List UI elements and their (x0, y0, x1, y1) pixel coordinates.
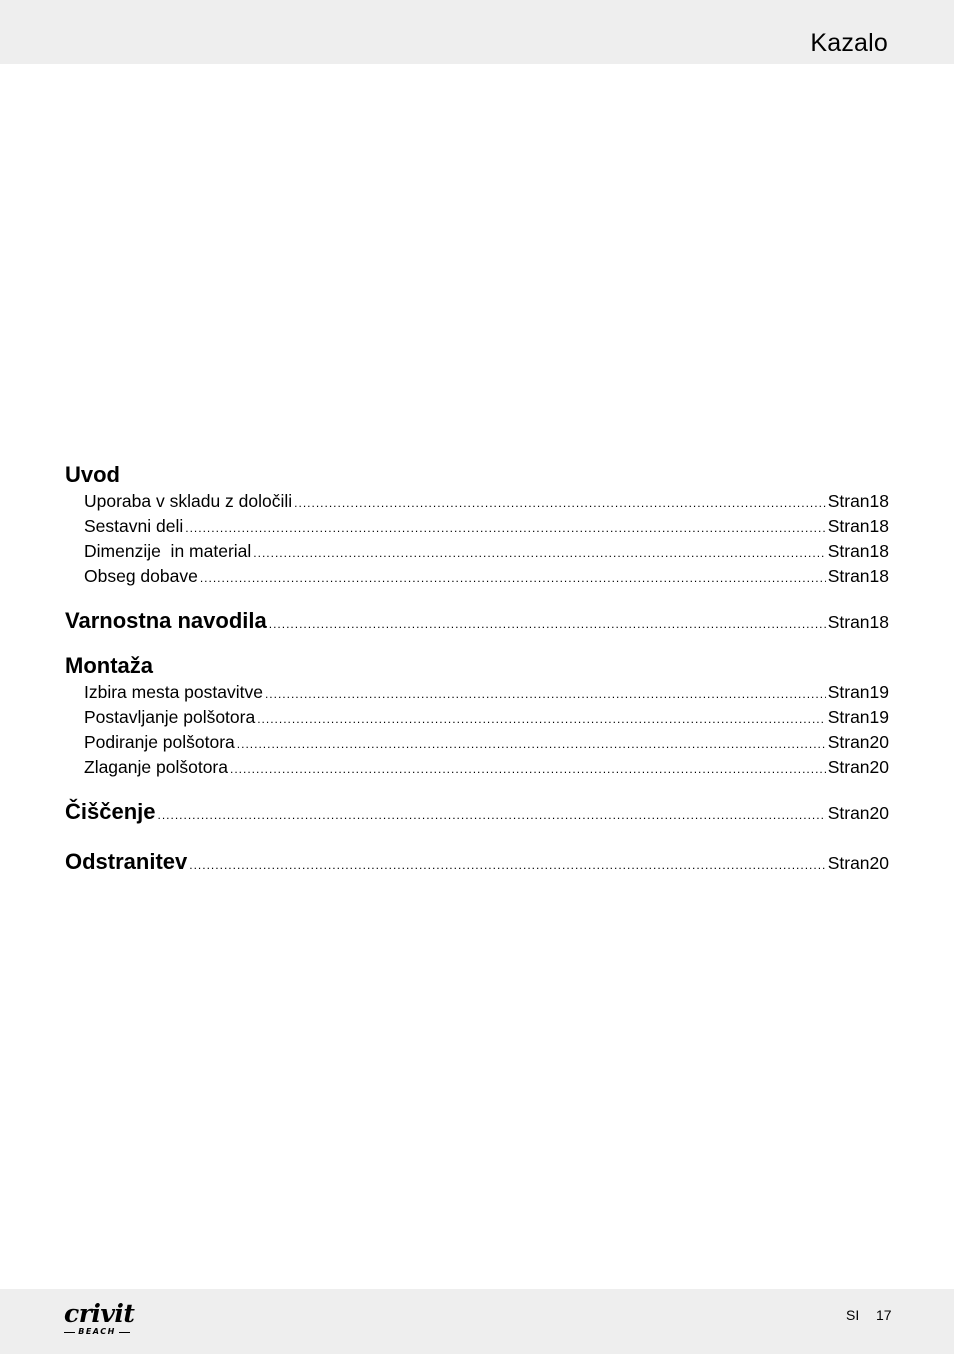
section-title-odstranitev: Odstranitev (65, 849, 188, 874)
dot-leader (294, 491, 826, 516)
page-label: Stran (827, 682, 870, 702)
page-number: 20 (869, 757, 889, 777)
dot-leader (189, 847, 825, 884)
page-title: Kazalo (810, 29, 888, 57)
toc-section-uvod (65, 461, 889, 589)
toc-entry[interactable] (65, 705, 889, 730)
page-label: Stran (827, 732, 870, 752)
toc-entry[interactable] (65, 489, 889, 514)
page-number: 20 (869, 803, 889, 823)
section-title-uvod: Uvod (65, 462, 120, 487)
toc-entry-label: Dimenzije in material (84, 541, 252, 561)
dot-leader (265, 682, 826, 707)
toc-section-varnostna-navodila[interactable] (65, 602, 889, 639)
page-label: Stran (827, 757, 870, 777)
page-number: 18 (869, 566, 889, 586)
page-label: Stran (827, 803, 870, 823)
dot-leader (253, 541, 825, 566)
toc-entry[interactable] (65, 539, 889, 564)
toc-entry-label: Podiranje polšotora (84, 732, 235, 752)
logo-wordmark: crivit (64, 1299, 135, 1328)
page-number: 19 (869, 707, 889, 727)
page-label: Stran (827, 491, 870, 511)
dot-leader (257, 707, 825, 732)
toc-entry-label: Izbira mesta postavitve (84, 682, 263, 702)
toc-entry[interactable] (65, 755, 889, 780)
page-number: 18 (869, 612, 889, 632)
page-number: 19 (869, 682, 889, 702)
section-title-ciscenje: Čiščenje (65, 799, 156, 824)
dot-leader (230, 757, 826, 782)
page-number: 18 (869, 516, 889, 536)
toc-section-odstranitev[interactable] (65, 843, 889, 880)
toc-entry-label: Zlaganje polšotora (84, 757, 228, 777)
dot-leader (200, 566, 826, 591)
page-label: Stran (827, 541, 870, 561)
section-title-varnostna-navodila: Varnostna navodila (65, 608, 267, 633)
logo-rule-right (119, 1332, 130, 1333)
page-label: Stran (827, 566, 870, 586)
toc-entry-label: Postavljanje polšotora (84, 707, 256, 727)
page-number: 20 (869, 853, 889, 873)
dot-leader (237, 732, 826, 757)
page-label: Stran (827, 707, 870, 727)
page-label: Stran (827, 853, 870, 873)
table-of-contents (65, 461, 889, 893)
toc-entry[interactable] (65, 514, 889, 539)
toc-entry[interactable] (65, 564, 889, 589)
toc-entry[interactable] (65, 730, 889, 755)
section-title-montaza: Montaža (65, 653, 153, 678)
dot-leader (158, 797, 826, 834)
toc-entry-label: Sestavni deli (84, 516, 184, 536)
toc-entry-label: Obseg dobave (84, 566, 198, 586)
logo-rule-left (64, 1332, 75, 1333)
page-number: 18 (869, 541, 889, 561)
toc-section-montaza (65, 652, 889, 780)
footer-page-number: 17 (876, 1307, 892, 1323)
page-label: Stran (827, 516, 870, 536)
dot-leader (185, 516, 825, 541)
footer-language-code: SI (846, 1307, 860, 1323)
toc-section-ciscenje[interactable] (65, 793, 889, 830)
page-number: 18 (869, 491, 889, 511)
logo-sub-text: BEACH (78, 1327, 116, 1336)
crivit-beach-logo (64, 1301, 140, 1343)
toc-entry-label: Uporaba v skladu z določili (84, 491, 293, 511)
page-label: Stran (827, 612, 870, 632)
header-bar (0, 0, 954, 64)
toc-entry[interactable] (65, 680, 889, 705)
logo-subline (64, 1327, 130, 1337)
footer-bar (0, 1289, 954, 1354)
page-number: 20 (869, 732, 889, 752)
dot-leader (269, 606, 826, 643)
